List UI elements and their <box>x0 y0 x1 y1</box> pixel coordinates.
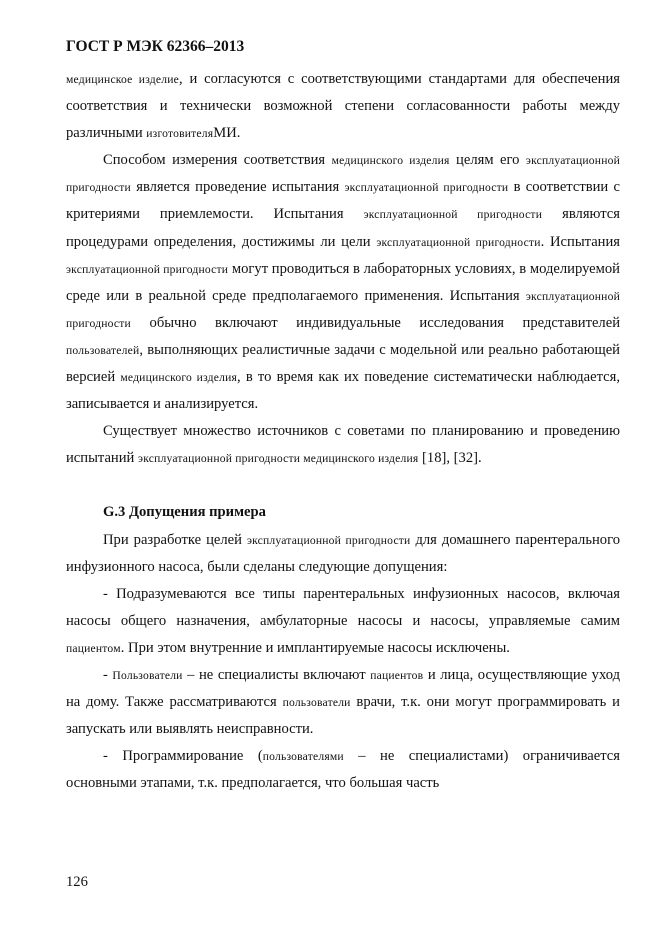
small-caps-term: эксплуатационной пригодности <box>376 235 541 249</box>
small-caps-term: эксплуатационной пригодности <box>344 181 509 195</box>
small-caps-term: медицинское изделие <box>66 73 179 86</box>
paragraph-text: При разработке целей <box>103 531 247 548</box>
paragraph-continuation <box>66 66 620 147</box>
small-caps-term: эксплуатационной пригодности медицинского изделия <box>138 452 419 466</box>
paragraph-text: , выполняющих реалистичные задачи с модельной или реально работающей версией <box>66 341 620 386</box>
small-caps-term: пациентов <box>370 668 424 682</box>
small-caps-term: эксплуатационной пригодности <box>66 289 620 330</box>
list-item-pump-types <box>66 581 620 662</box>
small-caps-term: пользователей <box>66 343 140 357</box>
small-caps-term: пациентом <box>66 641 121 655</box>
paragraph-text: являются процедурами определения, достижимы ли цели <box>66 206 620 250</box>
paragraph-text: и лица, осуществляющие уход на дому. Также рассматриваются <box>66 666 620 711</box>
section-heading: G.3 Допущения примера <box>103 504 266 521</box>
paragraph-text: . Испытания <box>540 233 620 250</box>
small-caps-term: изготовителя <box>146 127 214 141</box>
small-caps-term: медицинского изделия <box>120 371 238 385</box>
paragraph-text: МИ. <box>213 125 241 142</box>
small-caps-term: эксплуатационной пригодности <box>66 262 229 276</box>
paragraph-text: врачи, т.к. они могут программировать и запускать или выявлять неисправности. <box>66 694 620 738</box>
small-caps-term: медицинского изделия <box>331 154 450 168</box>
list-item-programming <box>66 743 620 797</box>
paragraph-text: – не специалисты включают <box>182 666 371 683</box>
small-caps-term: Пользователи <box>112 668 183 682</box>
paragraph-text: целям его <box>449 152 526 169</box>
paragraph-text: Способом измерения соответствия <box>103 152 332 169</box>
small-caps-term: пользователи <box>282 696 351 710</box>
document-body <box>66 66 620 797</box>
paragraph-text: для домашнего парентерального инфузионного насоса, были сделаны следующие допущения: <box>66 531 620 575</box>
document-header: ГОСТ Р МЭК 62366–2013 <box>66 38 245 55</box>
small-caps-term: эксплуатационной пригодности <box>363 208 543 222</box>
paragraph-measurement <box>66 147 620 418</box>
paragraph-text: - Подразумеваются все типы парентеральных инфузионных насосов, включая насосы общего назначения, амбулаторные насосы и насосы, управляемые самим <box>66 585 620 629</box>
paragraph-text: в соответствии с критериями приемлемости. Испытания <box>66 179 620 223</box>
paragraph-text: обычно включают индивидуальные исследования представителей <box>130 314 620 331</box>
paragraph-text: , и согласуются с соответствующими стандартами для обеспечения соответствия и технически возможной степени согласованности работы между различными <box>66 71 620 142</box>
paragraph-text: Существует множество источников с советами по планированию и проведению испытаний <box>66 423 620 467</box>
list-item-users <box>66 662 620 743</box>
paragraph-sources <box>66 418 620 472</box>
paragraph-text: – не специалистами) ограничивается основными этапами, т.к. предполагается, что большая часть <box>66 748 621 792</box>
paragraph-text: [18], [32]. <box>418 450 482 467</box>
paragraph-text: - Программирование ( <box>103 748 263 765</box>
paragraph-assumptions-intro <box>66 527 620 581</box>
paragraph-text: - <box>103 666 113 683</box>
paragraph-text: могут проводиться в лабораторных условиях, в моделируемой среде или в реальной среде предполагаемого применения. Испытания <box>66 260 620 304</box>
small-caps-term: пользователями <box>262 750 344 764</box>
page-number: 126 <box>66 874 88 890</box>
paragraph-text: . При этом внутренние и имплантируемые насосы исключены. <box>120 639 510 656</box>
paragraph-text: , в то время как их поведение систематически наблюдается, записывается и анализируется. <box>66 369 620 413</box>
small-caps-term: эксплуатационной пригодности <box>246 533 411 547</box>
small-caps-term: эксплуатационной пригодности <box>66 154 621 195</box>
paragraph-text: является проведение испытания <box>130 179 345 196</box>
